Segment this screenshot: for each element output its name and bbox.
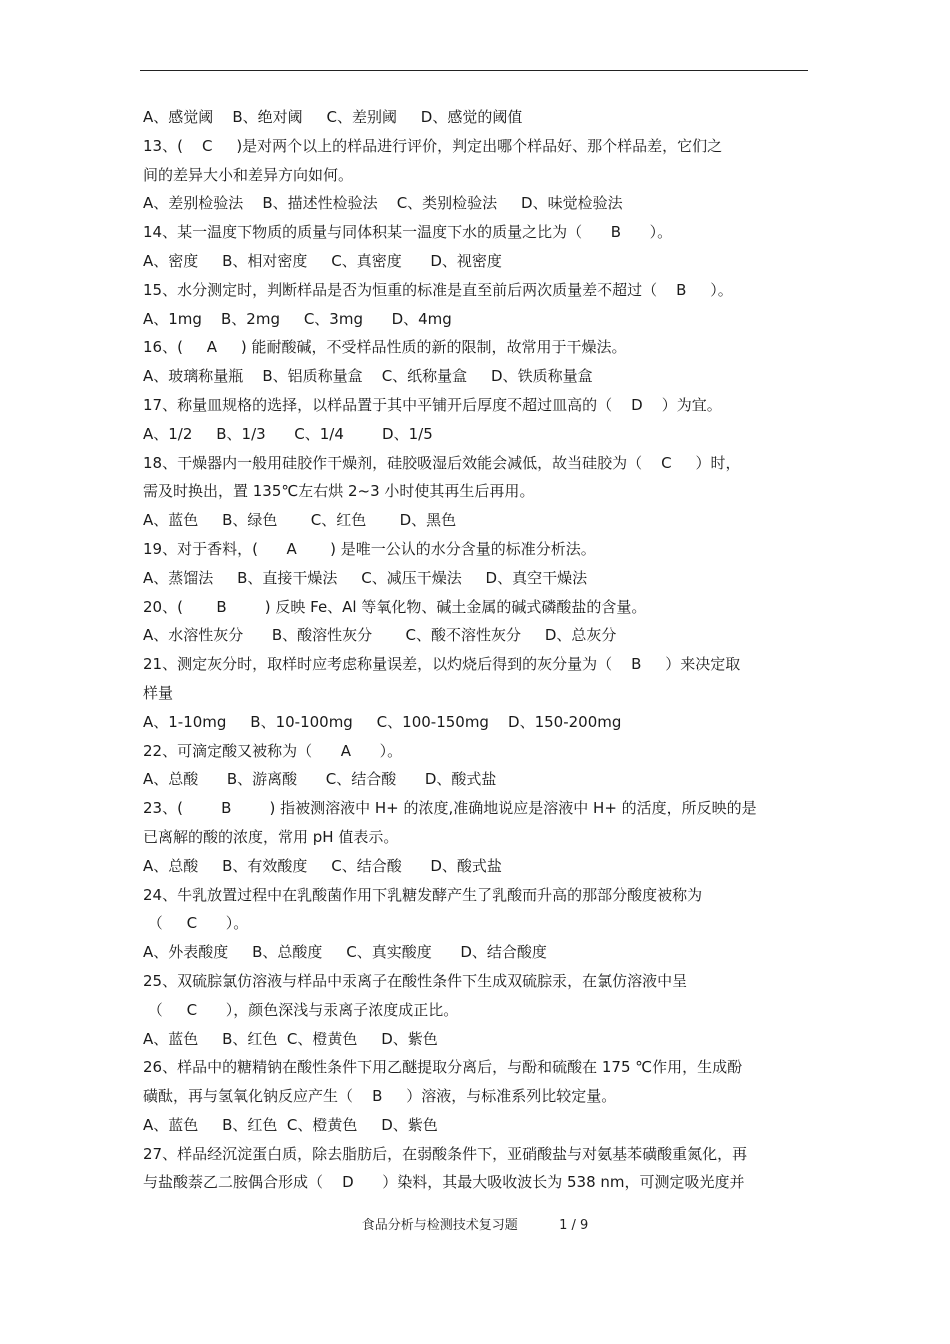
text-line: 17、称量皿规格的选择，以样品置于其中平铺开后厚度不超过皿高的（ D ）为宜。	[143, 395, 722, 414]
text-line: 14、某一温度下物质的质量与同体积某一温度下水的质量之比为（ B ）。	[143, 223, 673, 242]
text-line: 18、干燥器内一般用硅胶作干燥剂，硅胶吸湿后效能会减低，故当硅胶为（ C ）时，	[143, 453, 741, 472]
text-line: A、水溶性灰分 B、酸溶性灰分 C、酸不溶性灰分 D、总灰分	[143, 626, 617, 645]
text-line: 19、对于香料，( A ) 是唯一公认的水分含量的标准分析法。	[143, 539, 596, 558]
text-line: 27、样品经沉淀蛋白质，除去脂肪后，在弱酸条件下，亚硝酸盐与对氨基苯磺酸重氮化，再	[143, 1144, 748, 1163]
text-line: A、1-10mg B、10-100mg C、100-150mg D、150-200mg	[143, 712, 622, 731]
text-line: A、蓝色 B、红色 C、橙黄色 D、紫色	[143, 1029, 438, 1048]
text-line: A、1/2 B、1/3 C、1/4 D、1/5	[143, 424, 433, 443]
text-line: 23、( B ) 指被测溶液中 H+ 的浓度,准确地说应是溶液中 H+ 的活度，所反映的是	[143, 799, 757, 818]
text-line: 22、可滴定酸又被称为（ A ）。	[143, 741, 403, 760]
text-line: A、差别检验法 B、描述性检验法 C、类别检验法 D、味觉检验法	[143, 194, 623, 213]
text-line: 与盐酸萘乙二胺偶合形成（ D ）染料，其最大吸收波长为 538 nm，可测定吸光度并	[143, 1173, 745, 1192]
text-line: 需及时换出，置 135℃左右烘 2~3 小时使其再生后再用。	[143, 482, 535, 501]
text-line: 26、样品中的糖精钠在酸性条件下用乙醚提取分离后，与酚和硫酸在 175 ℃作用，生成酚	[143, 1058, 743, 1077]
text-line: 样量	[143, 683, 174, 702]
text-line: A、总酸 B、游离酸 C、结合酸 D、酸式盐	[143, 770, 497, 789]
text-line: 16、( A ) 能耐酸碱，不受样品性质的新的限制，故常用于干燥法。	[143, 338, 627, 357]
header-rule	[140, 70, 808, 71]
text-line: 24、牛乳放置过程中在乳酸菌作用下乳糖发酵产生了乳酸而升高的那部分酸度被称为	[143, 885, 703, 904]
text-line: 21、测定灰分时，取样时应考虑称量误差，以灼烧后得到的灰分量为（ B ）来决定取	[143, 655, 741, 674]
text-line: A、玻璃称量瓶 B、铝质称量盒 C、纸称量盒 D、铁质称量盒	[143, 367, 593, 386]
text-line: 20、( B ) 反映 Fe、Al 等氧化物、碱土金属的碱式磷酸盐的含量。	[143, 597, 647, 616]
text-line: 13、( C )是对两个以上的样品进行评价，判定出哪个样品好、那个样品差，它们之	[143, 136, 723, 155]
text-line: （ C ）。	[143, 914, 249, 933]
text-line: A、蒸馏法 B、直接干燥法 C、减压干燥法 D、真空干燥法	[143, 568, 588, 587]
footer-title: 食品分析与检测技术复习题	[361, 1218, 518, 1233]
text-line: A、外表酸度 B、总酸度 C、真实酸度 D、结合酸度	[143, 943, 547, 962]
text-line: 25、双硫腙氯仿溶液与样品中汞离子在酸性条件下生成双硫腙汞，在氯仿溶液中呈	[143, 971, 688, 990]
text-line: 15、水分测定时，判断样品是否为恒重的标准是直至前后两次质量差不超过（ B ）。	[143, 280, 733, 299]
text-line: A、蓝色 B、绿色 C、红色 D、黑色	[143, 511, 457, 530]
text-line: A、感觉阈 B、绝对阈 C、差别阈 D、感觉的阈值	[143, 108, 523, 126]
text-line: A、蓝色 B、红色 C、橙黄色 D、紫色	[143, 1115, 438, 1134]
page-number: 1 / 9	[559, 1218, 589, 1233]
text-line: 已离解的酸的浓度，常用 pH 值表示。	[143, 827, 399, 846]
text-line: A、总酸 B、有效酸度 C、结合酸 D、酸式盐	[143, 856, 502, 875]
text-line: A、1mg B、2mg C、3mg D、4mg	[143, 309, 452, 328]
text-line: 间的差异大小和差异方向如何。	[143, 165, 354, 184]
text-line: 磺酞，再与氢氧化钠反应产生（ B ）溶液，与标准系列比较定量。	[143, 1087, 617, 1106]
document-body	[143, 103, 815, 1197]
text-line: （ C ），颜色深浅与汞离子浓度成正比。	[143, 1000, 459, 1019]
page-footer	[0, 1214, 950, 1233]
text-line: A、密度 B、相对密度 C、真密度 D、视密度	[143, 251, 502, 270]
